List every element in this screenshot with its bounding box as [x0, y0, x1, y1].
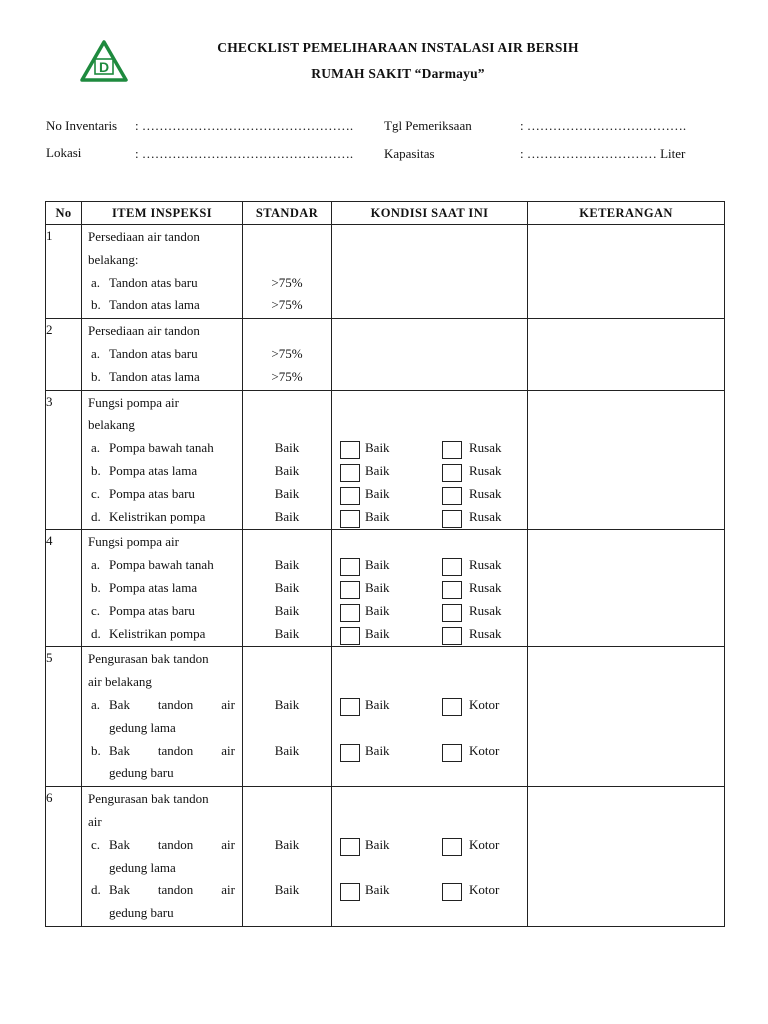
standar-value: Baik [274, 742, 300, 758]
sub-item-letter: d. [91, 508, 101, 524]
standar-value: Baik [274, 882, 300, 898]
option-label: Rusak [469, 579, 502, 595]
sub-item-continuation: gedung lama [109, 719, 176, 735]
option-label: Baik [365, 742, 390, 758]
standar-cell [243, 787, 332, 927]
row-number: 4 [46, 530, 82, 647]
kondisi-cell [332, 787, 528, 927]
checkbox-baik[interactable] [340, 510, 360, 528]
document-title: CHECKLIST PEMELIHARAAN INSTALASI AIR BERSIH [217, 40, 579, 55]
checkbox-baik[interactable] [340, 604, 360, 622]
item-title: Pengurasan bak tandon [88, 651, 209, 667]
table-row [46, 787, 725, 927]
logo-letter: D [98, 59, 110, 75]
checkbox-baik[interactable] [340, 558, 360, 576]
sub-item-word: Bak [109, 696, 130, 712]
item-cell [82, 319, 243, 390]
sub-item-letter: b. [91, 368, 101, 384]
item-title: belakang [88, 417, 135, 433]
row-number: 1 [46, 225, 82, 319]
sub-item [82, 294, 242, 317]
row-number: 2 [46, 319, 82, 390]
checkbox-kotor[interactable] [442, 838, 462, 856]
header-no: No [46, 202, 82, 225]
option-label: Baik [365, 882, 390, 898]
sub-item [82, 554, 242, 577]
sub-item-word: Bak [109, 742, 130, 758]
option-label: Baik [365, 440, 390, 456]
standar-cell [243, 319, 332, 390]
sub-item-word: tandon [157, 882, 194, 898]
option-label: Baik [365, 602, 390, 618]
sub-item [82, 483, 242, 506]
item-title: Pengurasan bak tandon [88, 791, 209, 807]
standar-value: Baik [274, 557, 300, 573]
keterangan-cell[interactable] [528, 787, 725, 927]
kondisi-cell [332, 390, 528, 530]
kondisi-cell [332, 319, 528, 390]
sub-item-letter: d. [91, 625, 101, 641]
table-row [46, 225, 725, 319]
checkbox-rusak[interactable] [442, 487, 462, 505]
row-number: 3 [46, 390, 82, 530]
checkbox-kotor[interactable] [442, 744, 462, 762]
standar-value: Baik [274, 602, 300, 618]
sub-item-letter: a. [91, 345, 101, 361]
sub-item-text: Kelistrikan pompa [109, 625, 206, 641]
kondisi-cell [332, 225, 528, 319]
option-label: Rusak [469, 508, 502, 524]
option-label: Rusak [469, 625, 502, 641]
sub-item-text: Tandon atas baru [109, 274, 198, 290]
checkbox-baik[interactable] [340, 487, 360, 505]
checkbox-baik[interactable] [340, 581, 360, 599]
no-inventaris-label: No Inventaris [46, 118, 118, 133]
sub-item [82, 623, 242, 646]
checkbox-rusak[interactable] [442, 558, 462, 576]
sub-item-text: Tandon atas lama [109, 368, 200, 384]
checkbox-rusak[interactable] [442, 441, 462, 459]
sub-item [82, 600, 242, 623]
sub-item-text: Pompa atas lama [109, 579, 198, 595]
lokasi-label: Lokasi [46, 145, 82, 160]
option-label: Kotor [469, 696, 500, 712]
sub-item-letter: b. [91, 742, 101, 758]
sub-item [82, 366, 242, 389]
checkbox-baik[interactable] [340, 883, 360, 901]
item-title: air belakang [88, 674, 152, 690]
item-title: Persediaan air tandon [88, 229, 200, 244]
keterangan-cell[interactable] [528, 225, 725, 319]
option-label: Rusak [469, 557, 502, 573]
sub-item [82, 272, 242, 295]
sub-item [82, 437, 242, 460]
checkbox-baik[interactable] [340, 441, 360, 459]
checkbox-baik[interactable] [340, 744, 360, 762]
item-cell [82, 530, 243, 647]
sub-item [82, 834, 242, 857]
sub-item-text: Pompa atas baru [109, 485, 195, 501]
sub-item-word: air [221, 696, 235, 712]
table-row [46, 530, 725, 647]
sub-item-text: Pompa bawah tanah [109, 557, 214, 573]
item-cell [82, 787, 243, 927]
sub-item-letter: b. [91, 579, 101, 595]
item-title: air [88, 813, 102, 829]
tgl-pemeriksaan-field[interactable]: : ………………………………. [520, 118, 687, 133]
sub-item-word: air [221, 882, 235, 898]
sub-item [82, 879, 242, 902]
sub-item-text: Pompa atas lama [109, 462, 198, 478]
standar-value: >75% [271, 297, 303, 313]
sub-item-text: Pompa atas baru [109, 602, 195, 618]
kondisi-cell [332, 647, 528, 787]
standar-value: >75% [271, 368, 303, 384]
checklist-table [45, 201, 725, 927]
sub-item-continuation: gedung baru [109, 905, 174, 921]
sub-item-letter: b. [91, 462, 101, 478]
tgl-pemeriksaan-label: Tgl Pemeriksaan [384, 118, 472, 133]
checkbox-rusak[interactable] [442, 581, 462, 599]
option-label: Baik [365, 836, 390, 852]
checkbox-kotor[interactable] [442, 883, 462, 901]
sub-item-letter: a. [91, 557, 101, 573]
standar-cell [243, 647, 332, 787]
header-item-inspeksi: ITEM INSPEKSI [82, 202, 243, 225]
standar-cell [243, 225, 332, 319]
option-label: Baik [365, 508, 390, 524]
option-label: Kotor [469, 836, 500, 852]
option-label: Baik [365, 696, 390, 712]
sub-item-word: tandon [157, 742, 194, 758]
item-title: Fungsi pompa air [88, 394, 179, 410]
sub-item-word: Bak [109, 836, 130, 852]
option-label: Kotor [469, 882, 500, 898]
sub-item-word: air [221, 742, 235, 758]
table-header-row [46, 202, 725, 225]
sub-item-word: Bak [109, 882, 130, 898]
keterangan-cell[interactable] [528, 390, 725, 530]
option-label: Rusak [469, 440, 502, 456]
standar-cell [243, 390, 332, 530]
standar-value: >75% [271, 345, 303, 361]
keterangan-cell[interactable] [528, 319, 725, 390]
item-cell [82, 647, 243, 787]
sub-item [82, 740, 242, 763]
sub-item [82, 460, 242, 483]
option-label: Rusak [469, 485, 502, 501]
no-inventaris-field[interactable]: : …………………………………………. [135, 118, 354, 133]
standar-cell [243, 530, 332, 647]
header-standar: STANDAR [243, 202, 332, 225]
lokasi-field[interactable]: : …………………………………………. [135, 146, 354, 161]
sub-item [82, 343, 242, 366]
sub-item-word: tandon [157, 696, 194, 712]
sub-item [82, 506, 242, 529]
option-label: Baik [365, 579, 390, 595]
checkbox-rusak[interactable] [442, 604, 462, 622]
sub-item-word: air [221, 836, 235, 852]
hospital-name: RUMAH SAKIT “Darmayu” [311, 66, 485, 81]
standar-value: Baik [274, 836, 300, 852]
table-row [46, 390, 725, 530]
sub-item-letter: b. [91, 297, 101, 313]
keterangan-cell[interactable] [528, 647, 725, 787]
table-row [46, 647, 725, 787]
table-row [46, 319, 725, 390]
option-label: Baik [365, 462, 390, 478]
checkbox-baik[interactable] [340, 464, 360, 482]
checkbox-baik[interactable] [340, 627, 360, 645]
row-number: 5 [46, 647, 82, 787]
sub-item-text: Tandon atas baru [109, 345, 198, 361]
option-label: Rusak [469, 602, 502, 618]
option-label: Kotor [469, 742, 500, 758]
checkbox-kotor[interactable] [442, 698, 462, 716]
item-title: Fungsi pompa air [88, 534, 179, 550]
item-cell [82, 225, 243, 319]
sub-item-continuation: gedung lama [109, 859, 176, 875]
standar-value: Baik [274, 579, 300, 595]
header-keterangan: KETERANGAN [528, 202, 725, 225]
standar-value: Baik [274, 696, 300, 712]
checkbox-rusak[interactable] [442, 464, 462, 482]
option-label: Baik [365, 557, 390, 573]
option-label: Baik [365, 625, 390, 641]
checkbox-rusak[interactable] [442, 510, 462, 528]
kondisi-cell [332, 530, 528, 647]
checkbox-rusak[interactable] [442, 627, 462, 645]
option-label: Baik [365, 485, 390, 501]
sub-item-word: tandon [157, 836, 194, 852]
sub-item-letter: c. [91, 485, 101, 501]
sub-item-letter: a. [91, 440, 101, 456]
item-title: Persediaan air tandon [88, 323, 200, 339]
standar-value: Baik [274, 485, 300, 501]
standar-value: Baik [274, 462, 300, 478]
checkbox-baik[interactable] [340, 838, 360, 856]
sub-item-letter: a. [91, 274, 101, 290]
sub-item-letter: a. [91, 696, 101, 712]
sub-item-letter: d. [91, 882, 101, 898]
option-label: Rusak [469, 462, 502, 478]
sub-item-text: Tandon atas lama [109, 297, 200, 313]
kapasitas-field[interactable]: : ………………………… Liter [520, 146, 686, 161]
sub-item-text: Kelistrikan pompa [109, 508, 206, 524]
standar-value: Baik [274, 625, 300, 641]
sub-item [82, 577, 242, 600]
sub-item-letter: c. [91, 836, 101, 852]
row-number: 6 [46, 787, 82, 927]
keterangan-cell[interactable] [528, 530, 725, 647]
sub-item-continuation: gedung baru [109, 765, 174, 781]
standar-value: Baik [274, 508, 300, 524]
sub-item [82, 694, 242, 717]
standar-value: Baik [274, 440, 300, 456]
item-title: belakang: [88, 251, 139, 267]
kapasitas-label: Kapasitas [384, 146, 435, 161]
header-kondisi: KONDISI SAAT INI [332, 202, 528, 225]
checkbox-baik[interactable] [340, 698, 360, 716]
item-cell [82, 390, 243, 530]
sub-item-text: Pompa bawah tanah [109, 440, 214, 456]
standar-value: >75% [271, 274, 303, 290]
sub-item-letter: c. [91, 602, 101, 618]
